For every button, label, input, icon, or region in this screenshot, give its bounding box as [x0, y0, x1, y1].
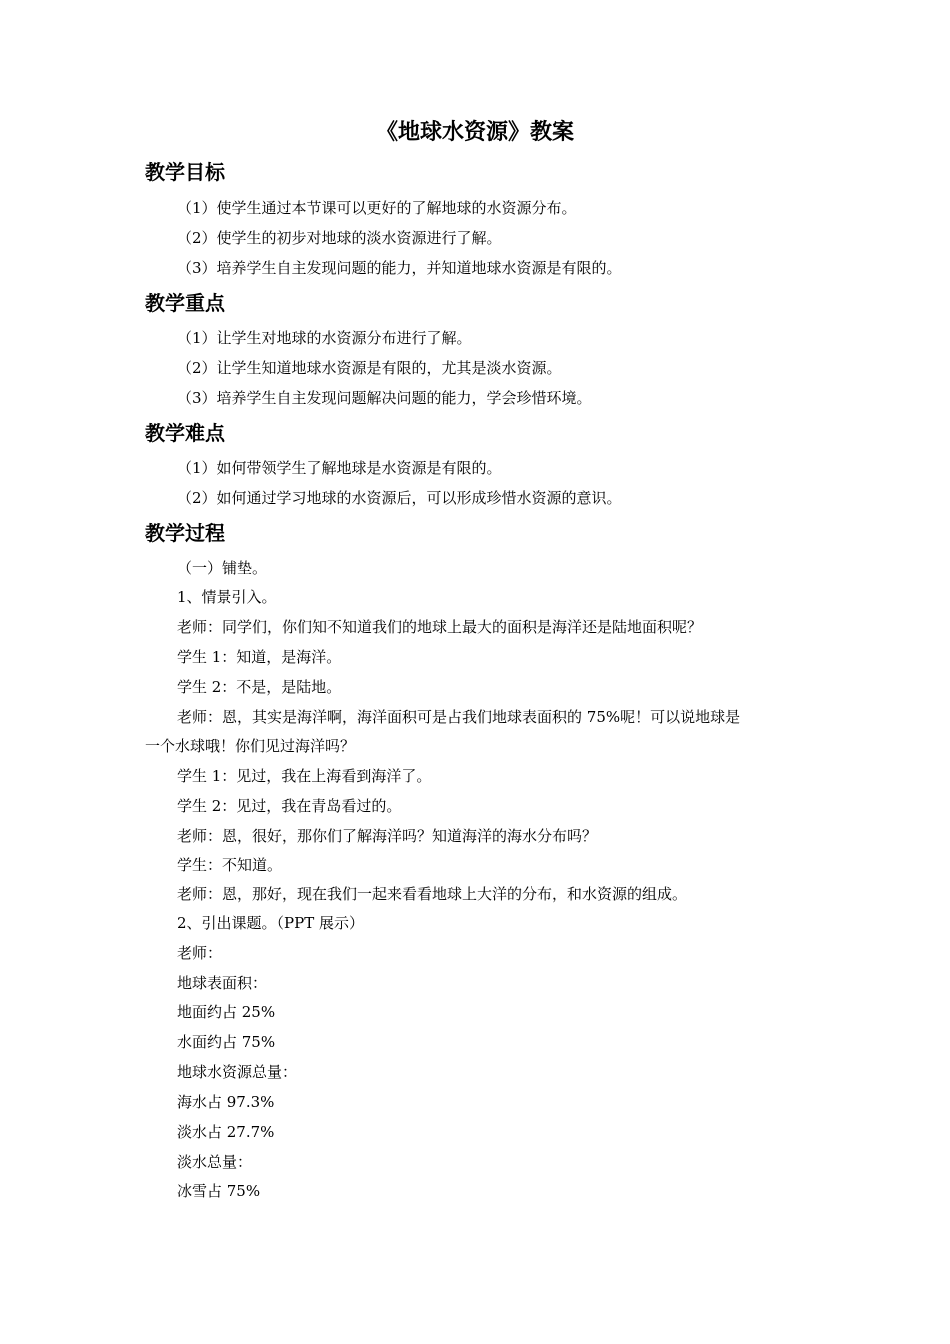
process-line: 学生 2：不是，是陆地。: [177, 678, 342, 696]
process-line: 冰雪占 75%: [177, 1182, 261, 1200]
process-line: 地球表面积：: [177, 974, 268, 992]
difficulty-item: （2）如何通过学习地球的水资源后，可以形成珍惜水资源的意识。: [177, 489, 622, 507]
process-line: 淡水总量：: [177, 1153, 253, 1171]
process-line: 2、引出课题。（PPT 展示）: [177, 914, 365, 932]
section-heading-objectives: 教学目标: [145, 160, 225, 184]
key-point-item: （1）让学生对地球的水资源分布进行了解。: [177, 329, 472, 347]
section-heading-difficulties: 教学难点: [145, 421, 225, 445]
objective-item: （2）使学生的初步对地球的淡水资源进行了解。: [177, 229, 502, 247]
process-line: 地面约占 25%: [177, 1003, 276, 1021]
objective-item: （1）使学生通过本节课可以更好的了解地球的水资源分布。: [177, 199, 577, 217]
document-title: 《地球水资源》教案: [375, 119, 574, 145]
section-heading-process: 教学过程: [145, 521, 225, 545]
key-point-item: （2）让学生知道地球水资源是有限的，尤其是淡水资源。: [177, 359, 562, 377]
process-line: 老师：同学们，你们知不知道我们的地球上最大的面积是海洋还是陆地面积呢？: [177, 618, 703, 636]
process-line: 淡水占 27.7%: [177, 1123, 275, 1141]
process-line: 一个水球哦！你们见过海洋吗？: [145, 737, 356, 755]
process-line: 学生 1：见过，我在上海看到海洋了。: [177, 767, 432, 785]
process-line: 学生：不知道。: [177, 856, 283, 874]
process-line: 学生 2：见过，我在青岛看过的。: [177, 797, 402, 815]
process-line: 老师：恩，很好，那你们了解海洋吗？知道海洋的海水分布吗？: [177, 827, 598, 845]
process-line: 海水占 97.3%: [177, 1093, 275, 1111]
process-line: 老师：恩，那好，现在我们一起来看看地球上大洋的分布，和水资源的组成。: [177, 885, 688, 903]
process-line: 学生 1：知道，是海洋。: [177, 648, 342, 666]
process-line: 1、情景引入。: [177, 588, 277, 606]
process-line: 地球水资源总量：: [177, 1063, 298, 1081]
difficulty-item: （1）如何带领学生了解地球是水资源是有限的。: [177, 459, 502, 477]
process-line: 老师：: [177, 944, 223, 962]
process-line: （一）铺垫。: [177, 559, 268, 577]
process-line: 水面约占 75%: [177, 1033, 276, 1051]
process-line: 老师：恩，其实是海洋啊，海洋面积可是占我们地球表面积的 75%呢！可以说地球是: [177, 708, 741, 726]
objective-item: （3）培养学生自主发现问题的能力，并知道地球水资源是有限的。: [177, 259, 622, 277]
key-point-item: （3）培养学生自主发现问题解决问题的能力，学会珍惜环境。: [177, 389, 592, 407]
section-heading-key-points: 教学重点: [145, 291, 225, 315]
